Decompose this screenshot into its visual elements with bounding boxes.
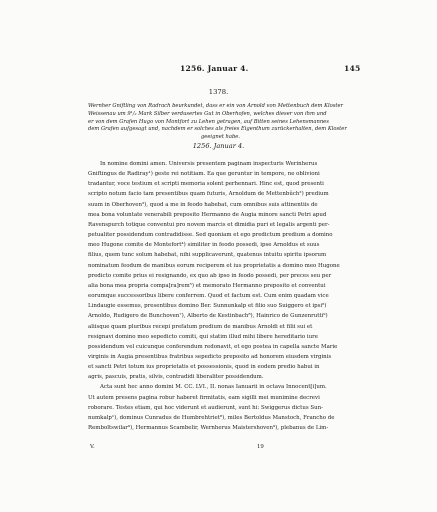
text-line: Ut autem presens pagina robur haberet firmitatis, eam sigilli mei munimine decrevi [88, 394, 320, 401]
text-line: Gniftingus de Radiray¹) geste rei notitiam. Ea que geruntur in tempore, ne oblivioni [88, 171, 320, 178]
text-line: scripto notum facio tam presentibus quam futuris, Arnoldum de Mettenbûch²) predium [88, 191, 329, 198]
text-line: Remboltswilar⁹), Hermannus Scambelir, Wernherus Maistershoven⁹), plebanus de Lim- [88, 425, 329, 432]
text-line: possidendum vel cuicunque conferendum redonavit, et ego postea in capella sancte Marie [88, 343, 338, 350]
text-line: suum in Oberhoven³), quod a me in feodo habebat, cum omnibus suis attinentiis de [88, 201, 318, 208]
regest-summary [88, 103, 353, 142]
document-number: 1378. [208, 88, 229, 96]
text-line: nominatum feodum de manibus eorum reciperem et ius proprietatis a domino meo Hugone [88, 262, 340, 269]
text-line: roborare. Testes etiam, qui hoc viderunt et audierunt, sunt hi: Swiggerus dictus Sun- [88, 404, 323, 411]
text-line: Acta sunt hec anno domini M. CC. LVI., II. nonas Ianuarii in octava Innocent[i]um. [100, 384, 327, 391]
regest-line: geeignet habe. [200, 134, 241, 141]
text-line: meo Hugone comite de Montefort⁴) similiter in feodo possedi, ipse Arnoldus et suus [88, 242, 320, 249]
signature-mark: V. [90, 444, 95, 450]
text-line: mea bona voluntate venerabili preposito Hermanno de Augia minore sancti Petri apud [88, 211, 327, 218]
text-line: Ravenspurch totique conventui pro novem marcis et dimidia puri et legalis argenti per- [88, 221, 330, 228]
regest-line: Weissenau um 9¹/₂ Mark Silber verdusertes Gut in Oberhofen, welches dieser von ihm und [88, 110, 327, 117]
text-line: virginis in Augia presentibus fratribus sepedicto preposito ad honorem eiusdem virginis [88, 353, 332, 360]
text-line: resignavi domino meo sepedicto comiti, qui statim illud mihi libere hereditario iure [88, 333, 318, 340]
text-line: tradantur, voce testium et scripti memoria solent perhennari. Hinc est, quod presenti [88, 181, 324, 188]
text-line: aliisque quam pluribus recepi prefatum predium de manibus Arnoldi et filii sui et [88, 323, 313, 330]
text-line: filius, quem tunc solum habebat, nihi supplicaverunt, quatenus intuitu spiritu ipsorum [88, 252, 327, 259]
text-line: eorumque successoribus libere conferrem. Quod et factum est. Cum enim quadam vice [88, 293, 329, 300]
text-line: agris, pascuis, pratis, silvis, contradidi liberaliter possidendum. [88, 374, 264, 381]
text-line: alia bona mea propria compa[ra]rem⁵) et memorato Hermanno preposito et conventui [88, 282, 326, 289]
regest-line: dem Grafen aufgesagt und, nachdem er solches als freies Eigenthum zurückerhalten, dem Kloster [88, 126, 347, 133]
text-line: et sancti Petri totum ius proprietatis et possessionis, quod in eodem predio habui in [88, 364, 320, 371]
regest-line: er von dem Grafen Hugo von Montfort zu Lehen getragen, auf Bitten seines Lehensmannes [88, 118, 329, 125]
page-number: 145 [344, 64, 361, 73]
text-line: predicto comite prius ei resignando, ex quo ab ipso in feodo possedi, per preces seu per [88, 272, 332, 279]
sheet-number: 19 [257, 444, 264, 450]
header-date: 1256. Januar 4. [180, 64, 249, 73]
text-line: Arnoldo, Rudigero de Bunchoven⁷), Alberto de Kestinbach⁸), Hainrico de Gunzenrutti⁹) [88, 313, 328, 320]
charter-text [88, 159, 358, 433]
text-line: In nomine domini amen. Universis presentem paginam inspecturis Werinherus [100, 161, 318, 167]
text-line: numkalp¹), dominus Cunradus de Humbrehtriet⁸), miles Bertoldus Manstoch, Francho de [88, 414, 335, 421]
text-line: petualiter possidendum contradidisse. Sed quoniam et ego predictum predium a domino [88, 232, 333, 239]
text-line: Lindaugie essemus, presentibus domino Ber. Sunnunkalp et filio suo Suiggero et ipsi⁶) [88, 303, 327, 310]
regest-line: Wernher Gniftling von Radrach beurkundet, dass er ein von Arnold von Mettenbuch dem Kloster [88, 103, 344, 109]
document-date: 1256. Januar 4. [192, 142, 245, 150]
